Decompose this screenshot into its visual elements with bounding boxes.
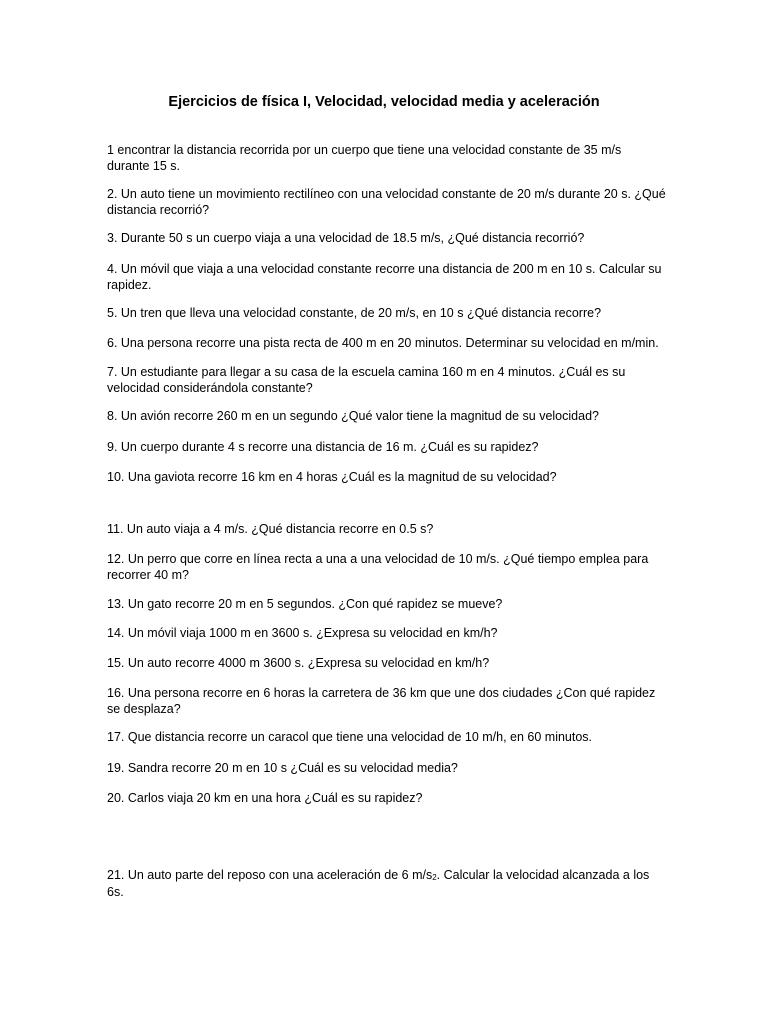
exercise-5: 5. Un tren que lleva una velocidad constante, de 20 m/s, en 10 s ¿Qué distancia recorre?: [107, 306, 602, 320]
exercise-21-exponent: 2: [432, 873, 437, 882]
exercise-19: 19. Sandra recorre 20 m en 10 s ¿Cuál es su velocidad media?: [107, 761, 458, 775]
exercise-21: [107, 868, 667, 900]
document-title: Ejercicios de física I, Velocidad, velocidad media y aceleración: [168, 94, 600, 110]
exercise-12: 12. Un perro que corre en línea recta a una a una velocidad de 10 m/s. ¿Qué tiempo emplea para recorrer 40 m?: [107, 552, 649, 582]
exercise-17: 17. Que distancia recorre un caracol que tiene una velocidad de 10 m/h, en 60 minutos.: [107, 730, 593, 744]
exercise-4: 4. Un móvil que viaja a una velocidad constante recorre una distancia de 200 m en 10 s. Calcular su rapidez.: [107, 262, 662, 292]
exercise-8: 8. Un avión recorre 260 m en un segundo ¿Qué valor tiene la magnitud de su velocidad?: [107, 409, 599, 423]
exercise-11: 11. Un auto viaja a 4 m/s. ¿Qué distancia recorre en 0.5 s?: [107, 522, 434, 536]
exercise-6: 6. Una persona recorre una pista recta de 400 m en 20 minutos. Determinar su velocidad en m/min.: [107, 336, 659, 350]
exercise-15: 15. Un auto recorre 4000 m 3600 s. ¿Expresa su velocidad en km/h?: [107, 656, 490, 670]
exercise-16: 16. Una persona recorre en 6 horas la carretera de 36 km que une dos ciudades ¿Con qué rapidez se desplaza?: [107, 686, 656, 716]
exercise-10: 10. Una gaviota recorre 16 km en 4 horas ¿Cuál es la magnitud de su velocidad?: [107, 470, 557, 484]
exercise-7: 7. Un estudiante para llegar a su casa de la escuela camina 160 m en 4 minutos. ¿Cuál es su velocidad considerándola constante?: [107, 365, 626, 395]
exercise-1: 1 encontrar la distancia recorrida por un cuerpo que tiene una velocidad constante de 35 m/s durante 15 s.: [107, 143, 622, 173]
exercise-21-text-start: 21. Un auto parte del reposo con una aceleración de 6 m/s: [107, 868, 433, 882]
exercise-9: 9. Un cuerpo durante 4 s recorre una distancia de 16 m. ¿Cuál es su rapidez?: [107, 440, 539, 454]
exercise-2: 2. Un auto tiene un movimiento rectilíneo con una velocidad constante de 20 m/s durante 20 s. ¿Qué distancia recorrió?: [107, 187, 666, 217]
exercise-13: 13. Un gato recorre 20 m en 5 segundos. ¿Con qué rapidez se mueve?: [107, 597, 503, 611]
exercise-21-text-end: . Calcular la velocidad alcanzada a los 6s.: [107, 868, 650, 899]
exercise-20: 20. Carlos viaja 20 km en una hora ¿Cuál es su rapidez?: [107, 791, 423, 805]
exercise-14: 14. Un móvil viaja 1000 m en 3600 s. ¿Expresa su velocidad en km/h?: [107, 626, 498, 640]
exercise-3: 3. Durante 50 s un cuerpo viaja a una velocidad de 18.5 m/s, ¿Qué distancia recorrió?: [107, 231, 585, 245]
